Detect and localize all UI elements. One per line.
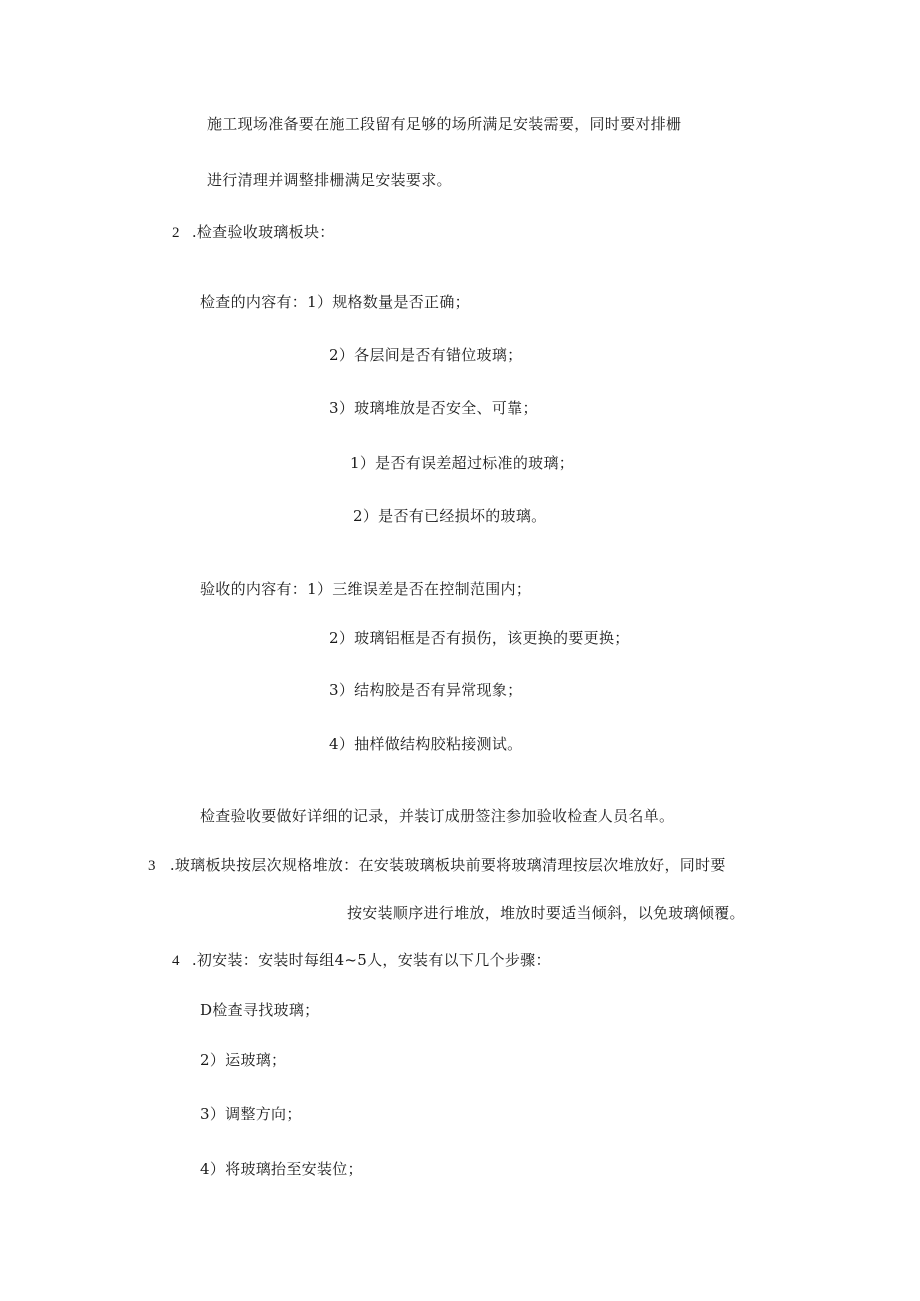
section-heading: [148, 855, 726, 876]
step-item: 2）运玻璃；: [200, 1051, 287, 1069]
inspection-item: 3）玻璃堆放是否安全、可靠；: [329, 399, 538, 417]
step-item: 3）调整方向；: [200, 1105, 302, 1123]
section-number: 2: [172, 225, 180, 241]
record-note: 检查验收要做好详细的记录，并装订成册签注参加验收检查人员名单。: [200, 807, 675, 825]
section-heading: [172, 222, 335, 243]
section-number: 4: [172, 953, 180, 969]
acceptance-item: 4）抽样做结构胶粘接测试。: [329, 735, 523, 753]
inspection-lead: 检查的内容有：1）规格数量是否正确；: [200, 293, 470, 311]
inspection-item: 2）是否有已经损坏的玻璃。: [353, 507, 547, 525]
acceptance-item: 3）结构胶是否有异常现象；: [329, 681, 523, 699]
acceptance-lead: 验收的内容有：1）三维误差是否在控制范围内；: [200, 580, 532, 598]
inspection-item: 2）各层间是否有错位玻璃；: [329, 346, 523, 364]
section-title: .检查验收玻璃板块：: [191, 223, 335, 241]
section-heading: [172, 950, 551, 971]
inspection-item: 1）是否有误差超过标准的玻璃；: [350, 454, 575, 472]
acceptance-item: 2）玻璃铝框是否有损伤，该更换的要更换；: [329, 629, 630, 647]
paragraph-line: 进行清理并调整排栅满足安装要求。: [207, 171, 452, 189]
step-item: D检查寻找玻璃；: [200, 1001, 320, 1019]
step-item: 4）将玻璃抬至安装位；: [200, 1160, 363, 1178]
paragraph-line: 施工现场准备要在施工段留有足够的场所满足安装需要，同时要对排栅: [207, 115, 682, 133]
section-text: 按安装顺序进行堆放，堆放时要适当倾斜，以免玻璃倾覆。: [347, 904, 745, 922]
section-text: .玻璃板块按层次规格堆放：在安装玻璃板块前要将玻璃清理按层次堆放好，同时要: [169, 856, 726, 874]
section-number: 3: [148, 858, 156, 874]
section-title: .初安装：安装时每组4~5人，安装有以下几个步骤：: [191, 951, 551, 969]
